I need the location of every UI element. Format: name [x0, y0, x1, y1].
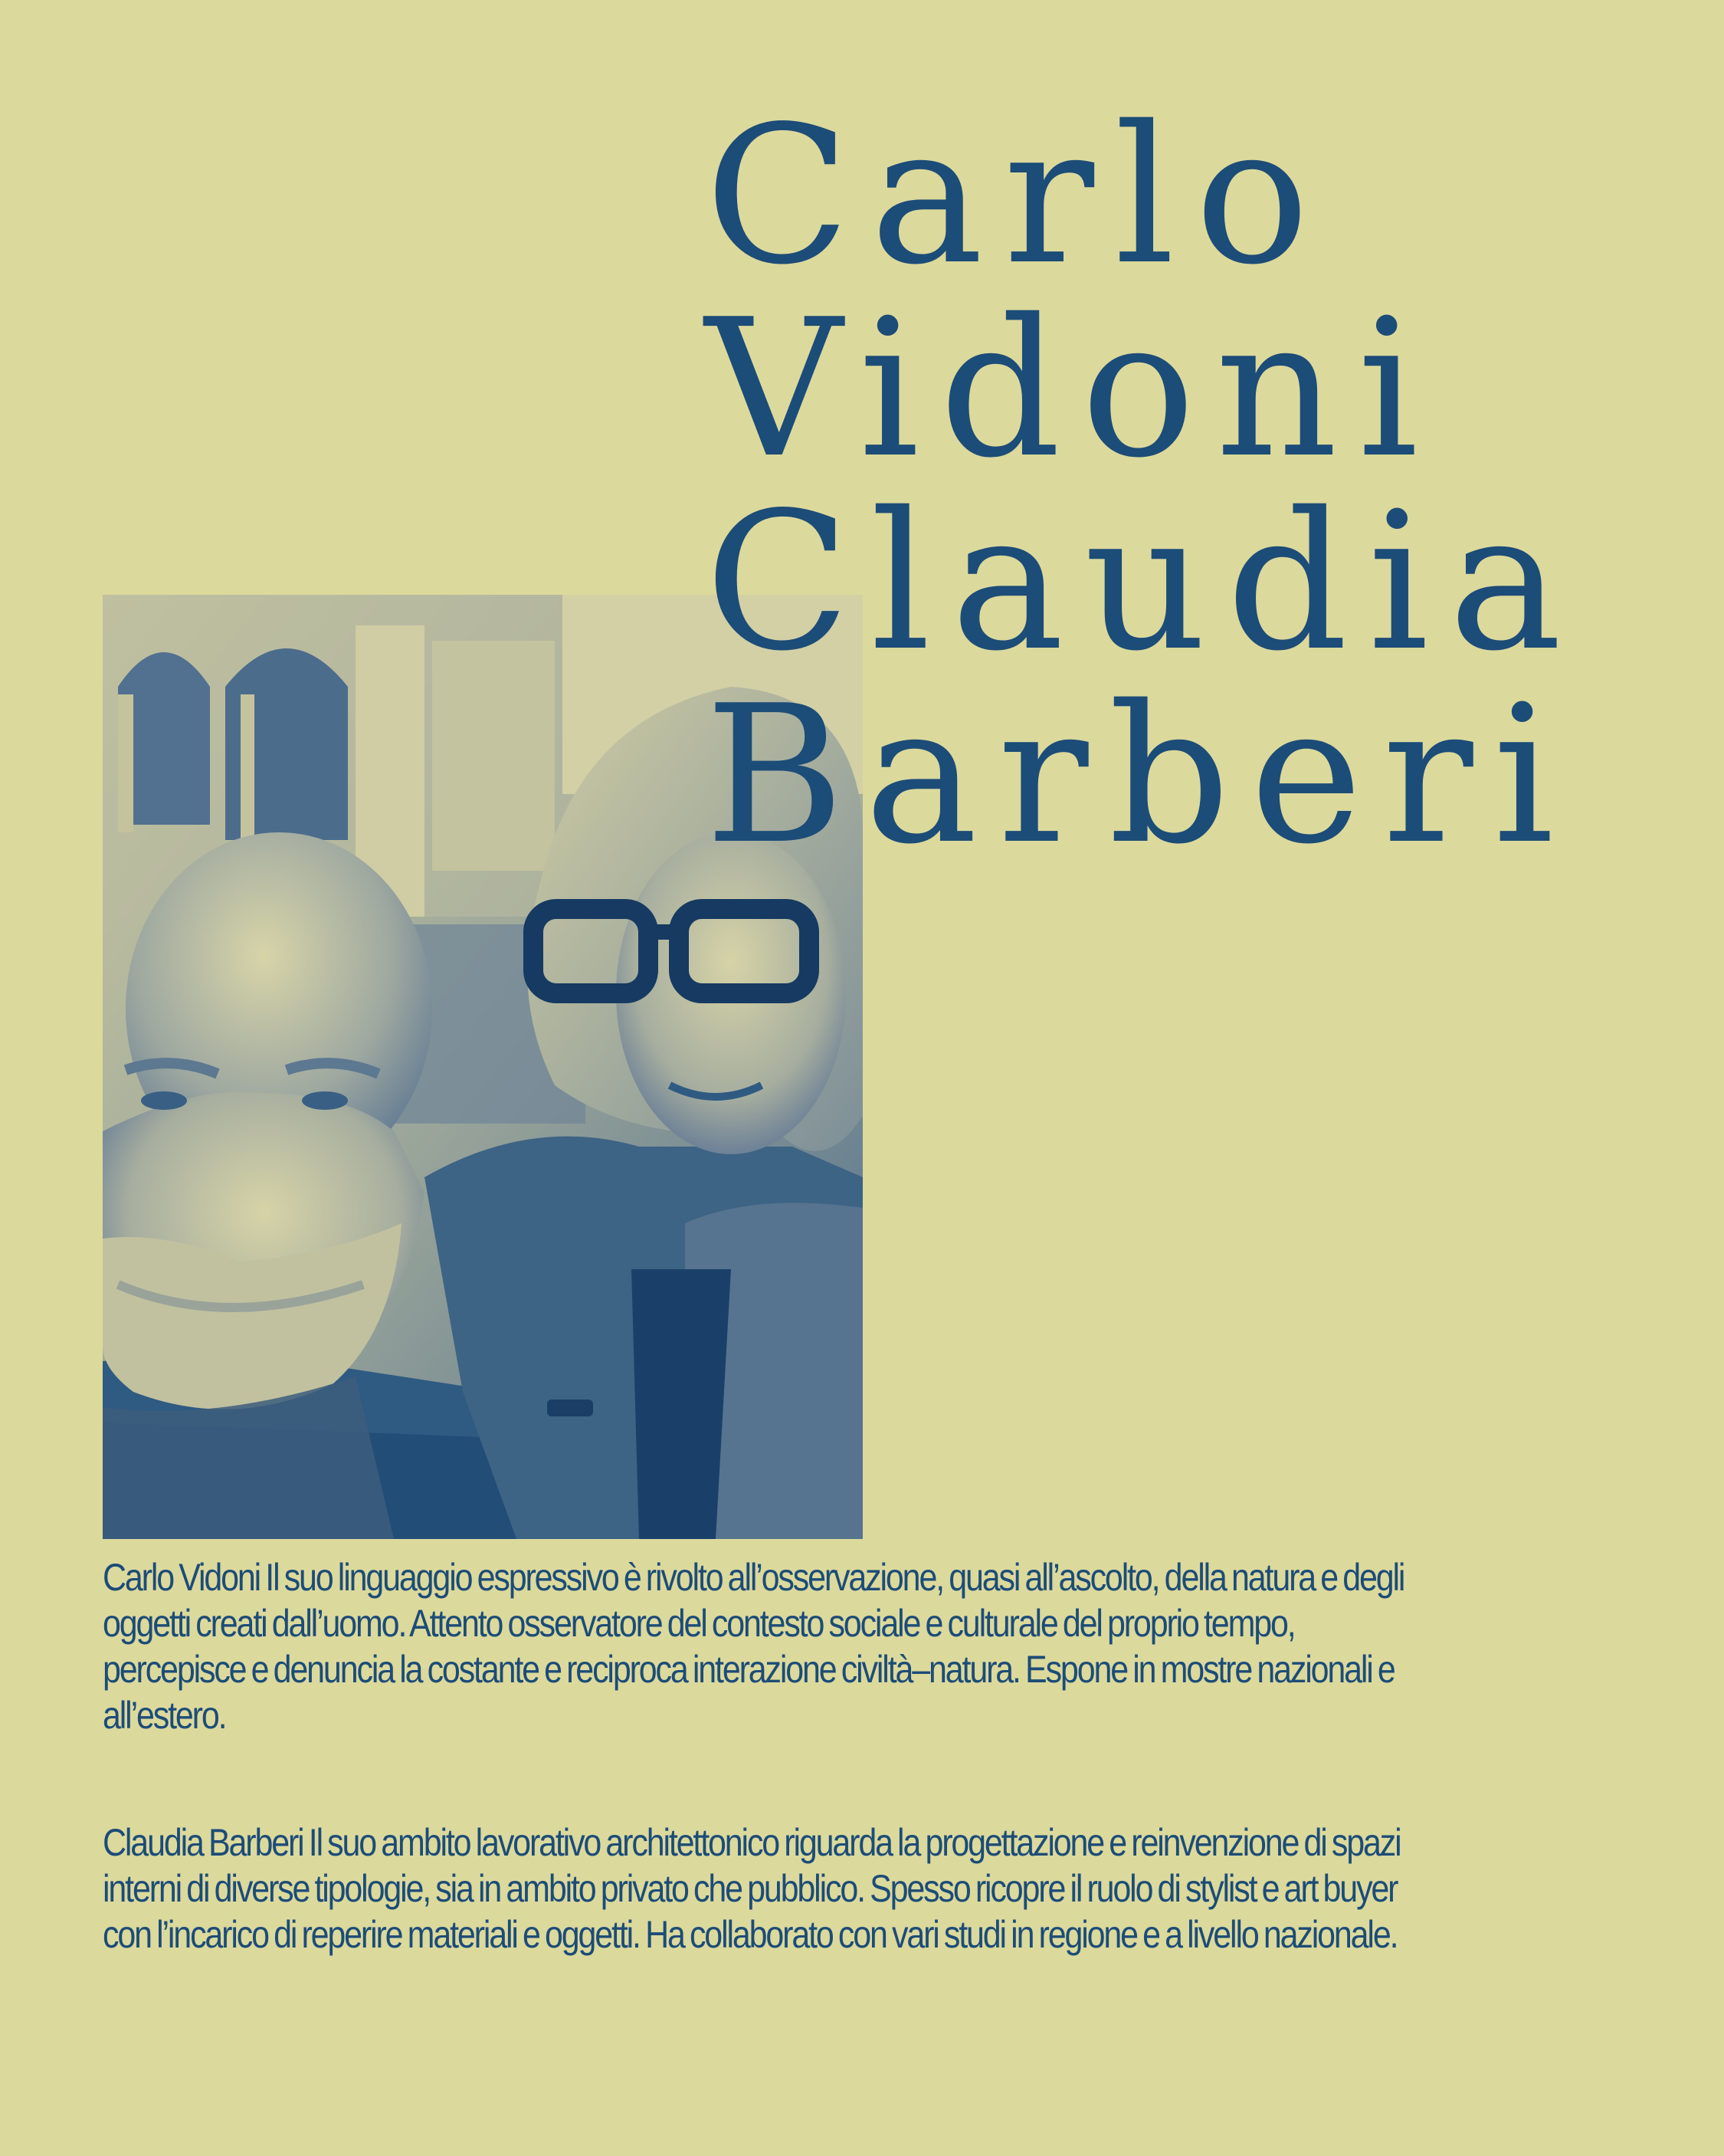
bio-text: Claudia Barberi Il suo ambito lavorativo architettonico riguarda la progettazione e reinvenzione di spazi interni di diverse tipologie, sia in ambito privato che pubblico. Spesso ricopre il ruolo di stylist e art buyer con l’incarico di reperire materiali e oggetti. Ha collaborato con vari studi in regione e a livello nazionale. [103, 1821, 1401, 1956]
title-line-vidoni: Vidoni [705, 279, 1439, 500]
title-line-carlo: Carlo [705, 86, 1329, 307]
bio-carlo-vidoni [103, 1554, 1427, 1738]
bio-claudia-barberi [103, 1820, 1427, 1957]
bio-text: Carlo Vidoni Il suo linguaggio espressivo è rivolto all’osservazione, quasi all’ascolto, della natura e degli oggetti creati dall’uomo. Attento osservatore del contesto sociale e culturale del proprio tempo, percepisce e denuncia la costante e reciproca interazione civiltà–natura. Espone in mostre nazionali e all’estero. [103, 1556, 1404, 1737]
title-names [705, 86, 1701, 886]
title-line-barberi: Barberi [705, 665, 1575, 886]
title-line-claudia: Claudia [705, 472, 1582, 693]
